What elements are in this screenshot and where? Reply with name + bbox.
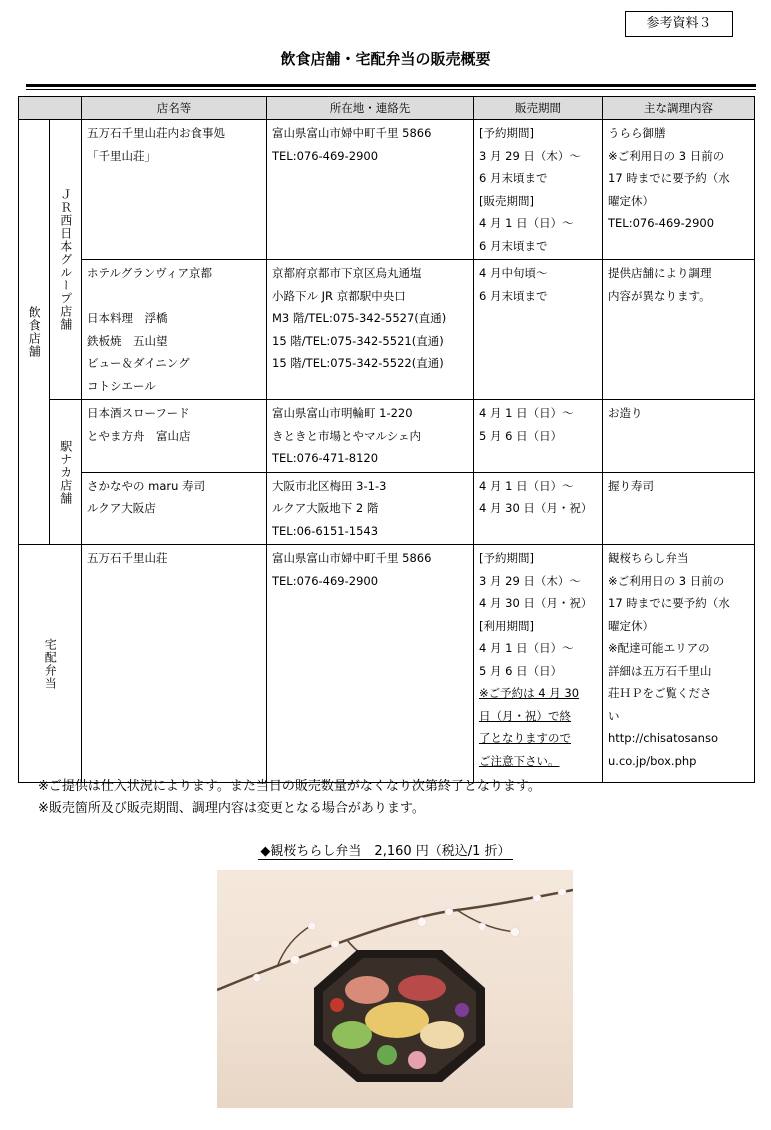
sales-table — [18, 96, 755, 783]
group-delivery: 宅配弁当 — [19, 545, 82, 783]
header-name: 店名等 — [82, 97, 267, 120]
sales-period: 4 月 1 日（日）～ 5 月 6 日（日） — [474, 400, 603, 473]
table-row — [19, 545, 755, 783]
sales-period: [予約期間] 3 月 29 日（木）～ 4 月 30 日（月・祝） [利用期間] 4 月 1 日（日）～ 5 月 6 日（日） ※ご予約は 4 月 30 日（月・祝）で終 了となりますので ご注意下さい。 — [474, 545, 603, 783]
note-item: ※ご提供は仕入状況によります。また当日の販売数量がなくなり次第終了となります。 — [38, 779, 541, 794]
title-divider-thin — [26, 89, 756, 90]
cooking-content: うらら御膳 ※ご利用日の 3 日前の 17 時までに要予約（水 曜定休） TEL:076-469-2900 — [603, 120, 755, 260]
header-row — [19, 97, 755, 120]
store-name: 日本酒スローフード とやま方舟 富山店 — [82, 400, 267, 473]
store-address: 富山県富山市明輪町 1-220 きときと市場とやマルシェ内 TEL:076-471-8120 — [267, 400, 474, 473]
title-divider — [26, 84, 756, 87]
store-address: 京都府京都市下京区烏丸通塩 小路下ル JR 京都駅中央口 M3 階/TEL:075-342-5527(直通) 15 階/TEL:075-342-5521(直通) 15 階/TEL:075-342-5522(直通) — [267, 260, 474, 400]
cooking-content: 提供店舗により調理 内容が異なります。 — [603, 260, 755, 400]
cooking-content: 観桜ちらし弁当 ※ご利用日の 3 日前の 17 時までに要予約（水 曜定休） ※配達可能エリアの 詳細は五万石千里山 荘ＨＰをご覧くださ い http://chisatosanso u.co.jp/box.php — [603, 545, 755, 783]
note-item: ※販売箇所及び販売期間、調理内容は変更となる場合があります。 — [38, 801, 425, 816]
cooking-content: 握り寿司 — [603, 472, 755, 545]
notes — [38, 776, 541, 820]
page-title: 飲食店舗・宅配弁当の販売概要 — [280, 50, 491, 68]
group-jr-west: ＪＲ西日本グループ店舗 — [50, 120, 82, 400]
cooking-content: お造り — [603, 400, 755, 473]
group-ekinaka: 駅ナカ店舗 — [50, 400, 82, 545]
store-name: 五万石千里山荘 — [82, 545, 267, 783]
sales-period: 4 月中旬頃～ 6 月末頃まで — [474, 260, 603, 400]
store-address: 大阪市北区梅田 3-1-3 ルクア大阪地下 2 階 TEL:06-6151-1543 — [267, 472, 474, 545]
reservation-note: ※ご予約は 4 月 30 — [479, 686, 580, 700]
sales-period: 4 月 1 日（日）～ 4 月 30 日（月・祝） — [474, 472, 603, 545]
table-row — [19, 260, 755, 400]
header-content: 主な調理内容 — [603, 97, 755, 120]
bento-caption: ◆観桜ちらし弁当 2,160 円（税込/1 折） — [260, 844, 511, 859]
table-row — [19, 120, 755, 260]
store-name: さかなやの maru 寿司 ルクア大阪店 — [82, 472, 267, 545]
group-restaurants: 飲食店舗 — [19, 120, 50, 545]
header-period: 販売期間 — [474, 97, 603, 120]
header-blank — [19, 97, 82, 120]
bento-photo — [217, 870, 573, 1108]
table-row — [19, 472, 755, 545]
store-address: 富山県富山市婦中町千里 5866 TEL:076-469-2900 — [267, 545, 474, 783]
table-row — [19, 400, 755, 473]
store-name: 五万石千里山荘内お食事処 「千里山荘」 — [82, 120, 267, 260]
sales-period: [予約期間] 3 月 29 日（木）～ 6 月末頃まで [販売期間] 4 月 1 日（日）～ 6 月末頃まで — [474, 120, 603, 260]
bento-illustration — [217, 870, 573, 1108]
reference-label: 参考資料３ — [625, 11, 733, 37]
store-name: ホテルグランヴィア京都 日本料理 浮橋 鉄板焼 五山望 ビュー＆ダイニング コトシエール — [82, 260, 267, 400]
header-address: 所在地・連絡先 — [267, 97, 474, 120]
store-address: 富山県富山市婦中町千里 5866 TEL:076-469-2900 — [267, 120, 474, 260]
